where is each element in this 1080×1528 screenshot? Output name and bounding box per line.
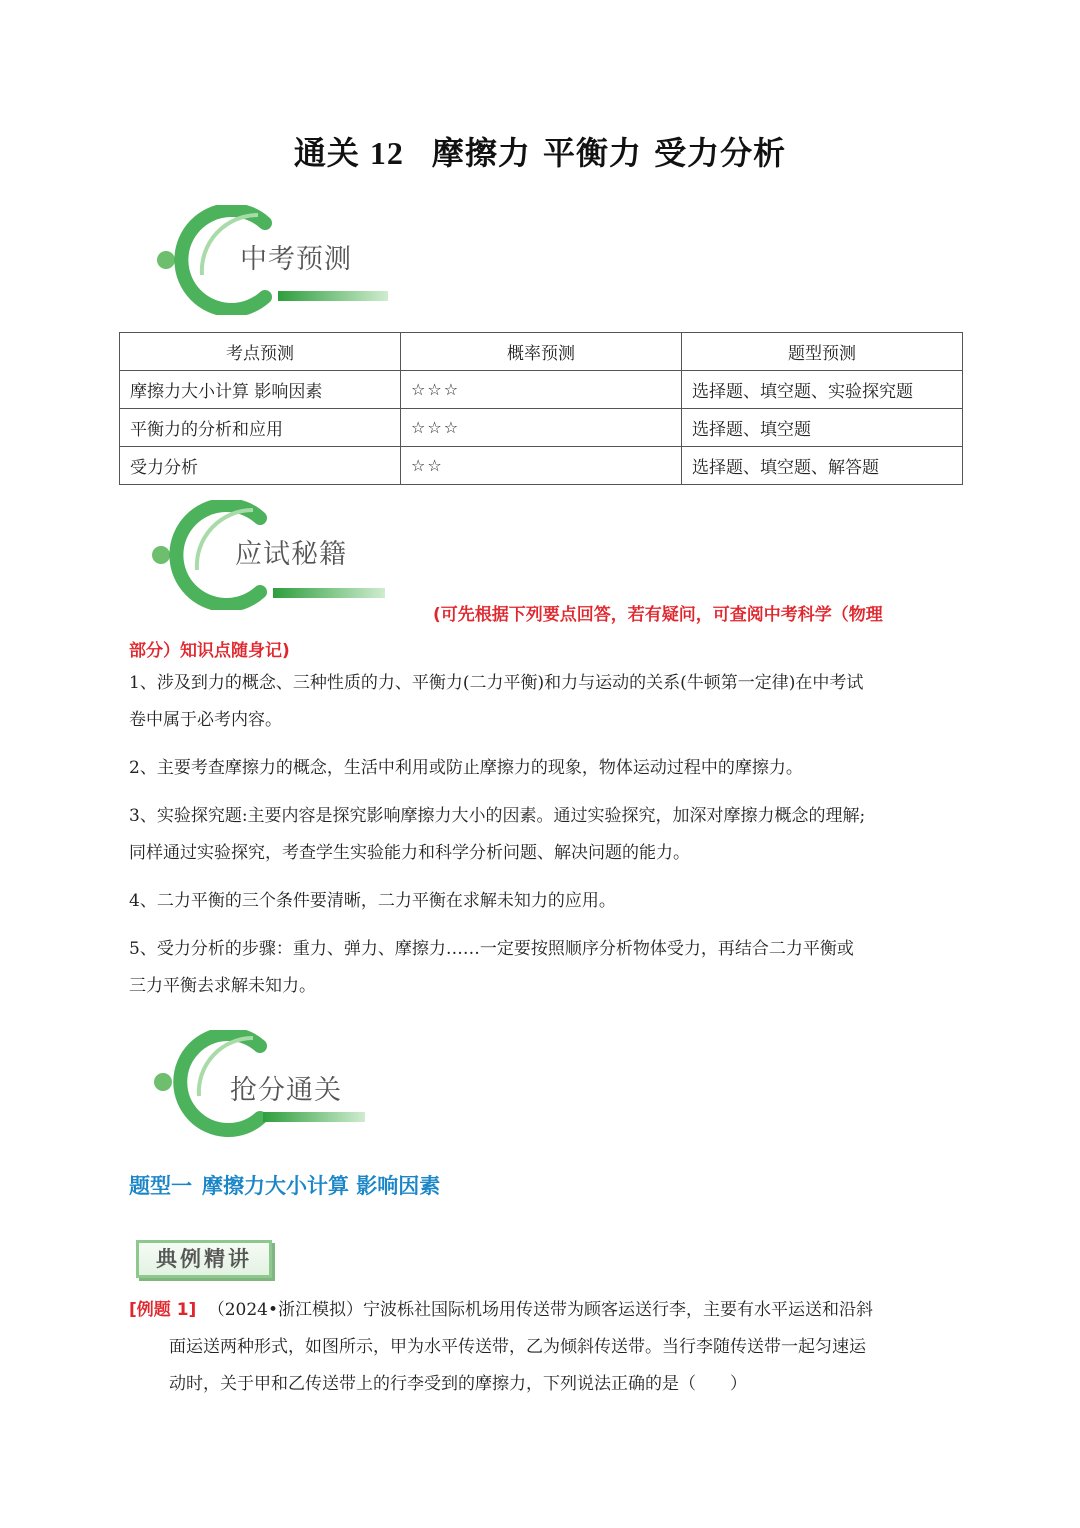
table-header: 题型预测 — [682, 333, 963, 371]
note-line-1: (可先根据下列要点回答，若有疑问，可查阅中考科学（物理 — [433, 605, 883, 625]
probability-stars: ☆☆ — [401, 447, 682, 485]
table-cell: 受力分析 — [120, 447, 401, 485]
practice-badge-label: 抢分通关 — [230, 1075, 342, 1106]
table-row — [120, 447, 963, 485]
section-heading — [129, 1170, 440, 1200]
practice-badge — [145, 1030, 405, 1140]
point-line: 卷中属于必考内容。 — [129, 710, 282, 730]
point-line: 5、受力分析的步骤：重力、弹力、摩擦力……一定要按照顺序分析物体受力，再结合二力平衡或 — [129, 939, 854, 959]
title-number: 12 — [369, 135, 404, 171]
title-prefix: 通关 — [293, 134, 360, 172]
table-header: 概率预测 — [401, 333, 682, 371]
table-cell: 摩擦力大小计算 影响因素 — [120, 371, 401, 409]
example-line: （2024•浙江模拟）宁波栎社国际机场用传送带为顾客运送行李，主要有水平运送和沿斜 — [207, 1300, 873, 1320]
point-line: 3、实验探究题:主要内容是探究影响摩擦力大小的因素。通过实验探究，加深对摩擦力概念的理解; — [129, 806, 866, 826]
example-question — [129, 1292, 959, 1403]
probability-stars: ☆☆☆ — [401, 371, 682, 409]
example-number: [例题 1] — [129, 1300, 197, 1320]
table-header-row — [120, 333, 963, 371]
title-text: 摩擦力 平衡力 受力分析 — [431, 134, 787, 172]
example-line: 面运送两种形式，如图所示，甲为水平传送带，乙为倾斜传送带。当行李随传送带一起匀速运 — [169, 1337, 866, 1357]
table-cell: 选择题、填空题 — [682, 409, 963, 447]
section-label: 题型一 — [129, 1174, 192, 1198]
point-line: 同样通过实验探究，考查学生实验能力和科学分析问题、解决问题的能力。 — [129, 843, 690, 863]
example-line: 动时，关于甲和乙传送带上的行李受到的摩擦力，下列说法正确的是（ ） — [169, 1374, 747, 1394]
example-tag: 典例精讲 — [136, 1240, 272, 1278]
point-item — [129, 883, 954, 920]
point-line: 三力平衡去求解未知力。 — [129, 976, 316, 996]
forecast-badge — [150, 205, 410, 315]
table-header: 考点预测 — [120, 333, 401, 371]
table-cell: 选择题、填空题、解答题 — [682, 447, 963, 485]
table-cell: 选择题、填空题、实验探究题 — [682, 371, 963, 409]
forecast-badge-label: 中考预测 — [240, 244, 352, 275]
section-title: 摩擦力大小计算 影响因素 — [202, 1174, 441, 1198]
point-item — [129, 750, 954, 787]
probability-stars: ☆☆☆ — [401, 409, 682, 447]
table-row — [120, 371, 963, 409]
tips-badge-label: 应试秘籍 — [235, 539, 347, 570]
point-item — [129, 665, 954, 739]
forecast-table — [119, 332, 963, 485]
point-line: 1、涉及到力的概念、三种性质的力、平衡力(二力平衡)和力与运动的关系(牛顿第一定律)在中考试 — [129, 673, 864, 693]
point-item — [129, 798, 954, 872]
point-line: 2、主要考查摩擦力的概念，生活中利用或防止摩擦力的现象，物体运动过程中的摩擦力。 — [129, 758, 803, 778]
point-item — [129, 931, 954, 1005]
note-line-2: 部分）知识点随身记) — [129, 641, 290, 661]
table-row — [120, 409, 963, 447]
tips-badge — [145, 500, 405, 610]
point-line: 4、二力平衡的三个条件要清晰，二力平衡在求解未知力的应用。 — [129, 891, 616, 911]
table-cell: 平衡力的分析和应用 — [120, 409, 401, 447]
page-title — [0, 128, 1080, 174]
